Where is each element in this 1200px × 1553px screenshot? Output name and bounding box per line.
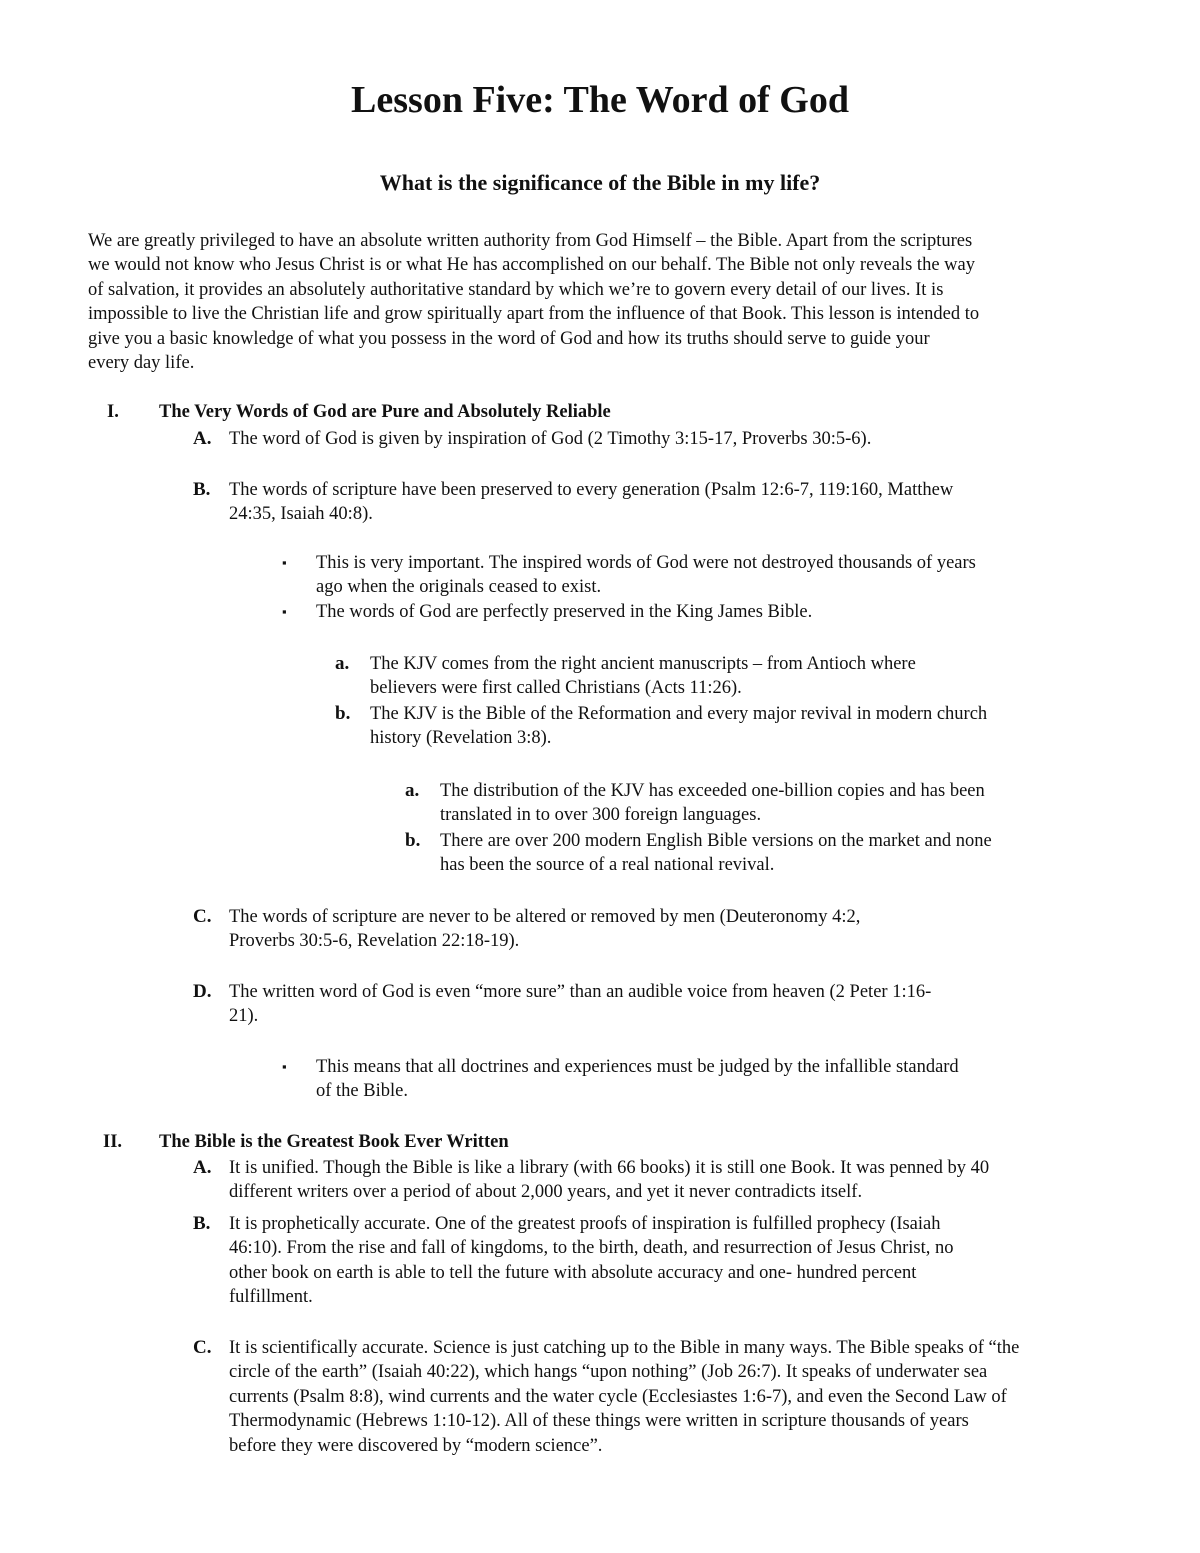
list-item-line: fulfillment. (229, 1287, 313, 1308)
square-bullet-icon: ▪ (282, 555, 287, 570)
square-bullet-icon: ▪ (282, 1059, 287, 1074)
list-item-line: The words of scripture have been preserved to every generation (Psalm 12:6-7, 119:160, Matthew (229, 480, 954, 500)
sub-list-item-line: believers were first called Christians (Acts 11:26). (370, 678, 742, 699)
list-item-line: 46:10). From the rise and fall of kingdoms, to the birth, death, and resurrection of Jesus Christ, no (229, 1238, 954, 1259)
sub-sub-list-item-line: The distribution of the KJV has exceeded one-billion copies and has been (440, 781, 985, 801)
page-subtitle: What is the significance of the Bible in my life? (379, 170, 821, 195)
sub-sub-list-item-line: translated in to over 300 foreign languages. (440, 805, 762, 826)
sub-list-item-line: The KJV comes from the right ancient manuscripts – from Antioch where (370, 654, 916, 674)
list-marker: B. (193, 1213, 211, 1234)
list-item-line: different writers over a period of about 2,000 years, and yet it never contradicts itself. (229, 1182, 863, 1203)
section-heading: The Very Words of God are Pure and Absolutely Reliable (159, 402, 611, 422)
list-marker: a. (335, 653, 350, 674)
list-marker: a. (405, 780, 420, 801)
list-item-line: The word of God is given by inspiration of God (2 Timothy 3:15-17, Proverbs 30:5-6). (229, 429, 872, 449)
bullet-item-line: This means that all doctrines and experiences must be judged by the infallible standard (316, 1057, 959, 1077)
list-item (229, 427, 871, 451)
sub-list-item-line: history (Revelation 3:8). (370, 728, 552, 749)
sub-sub-list-item (440, 779, 985, 828)
section-number: II. (103, 1132, 123, 1152)
list-item-line: 24:35, Isaiah 40:8). (229, 504, 373, 525)
list-item-line: currents (Psalm 8:8), wind currents and the water cycle (Ecclesiastes 1:6-7), and even the Second Law of (229, 1386, 1007, 1407)
list-marker: C. (193, 906, 212, 927)
list-item-line: other book on earth is able to tell the future with absolute accuracy and one- hundred percent (229, 1262, 917, 1283)
list-item-line: Proverbs 30:5-6, Revelation 22:18-19). (229, 931, 520, 952)
sub-sub-list-item-line: There are over 200 modern English Bible versions on the market and none (440, 831, 992, 851)
list-marker: A. (193, 1157, 212, 1178)
list-item (229, 478, 953, 527)
intro-line: We are greatly privileged to have an absolute written authority from God Himself – the Bible. Apart from the scriptures (88, 231, 973, 251)
square-bullet-icon: ▪ (282, 604, 287, 619)
bullet-item (316, 1055, 959, 1104)
sub-list-item (370, 652, 916, 701)
list-marker: b. (405, 830, 421, 851)
list-marker: C. (193, 1337, 212, 1358)
list-item-line: 21). (229, 1006, 259, 1027)
bullet-item (316, 600, 812, 624)
sub-list-item (370, 702, 987, 751)
sub-list-item-line: The KJV is the Bible of the Reformation and every major revival in modern church (370, 704, 988, 724)
list-item (229, 1156, 989, 1205)
list-item-line: It is unified. Though the Bible is like a library (with 66 books) it is still one Book. It was penned by 40 (229, 1158, 990, 1178)
sub-sub-list-item (440, 829, 992, 878)
list-marker: B. (193, 479, 211, 500)
intro-line: we would not know who Jesus Christ is or what He has accomplished on our behalf. The Bible not only reveals the way (88, 255, 975, 276)
intro-line: of salvation, it provides an absolutely authoritative standard by which we’re to govern every detail of our lives. It is (88, 279, 944, 300)
sub-sub-list-item-line: has been the source of a real national revival. (440, 855, 775, 876)
list-item-line: Thermodynamic (Hebrews 1:10-12). All of these things were written in scripture thousands of years (229, 1411, 969, 1432)
bullet-item-line: This is very important. The inspired words of God were not destroyed thousands of years (316, 553, 976, 573)
list-item-line: before they were discovered by “modern science”. (229, 1435, 603, 1456)
list-item (229, 1336, 1019, 1458)
bullet-item-line: of the Bible. (316, 1081, 408, 1102)
list-item-line: It is prophetically accurate. One of the greatest proofs of inspiration is fulfilled prophecy (Isaiah (229, 1214, 941, 1234)
list-marker: D. (193, 981, 212, 1002)
bullet-item-line: ago when the originals ceased to exist. (316, 577, 602, 598)
page-title: Lesson Five: The Word of God (351, 79, 849, 121)
bullet-item-line: The words of God are perfectly preserved in the King James Bible. (316, 602, 813, 622)
list-item-line: circle of the earth” (Isaiah 40:22), which hangs “upon nothing” (Job 26:7). It speaks of underwater sea (229, 1362, 988, 1383)
list-item (229, 980, 931, 1029)
list-item (229, 905, 860, 954)
list-item-line: The written word of God is even “more sure” than an audible voice from heaven (2 Peter 1:16- (229, 982, 932, 1002)
list-item-line: The words of scripture are never to be altered or removed by men (Deuteronomy 4:2, (229, 907, 861, 927)
list-marker: A. (193, 428, 212, 449)
list-item-line: It is scientifically accurate. Science is just catching up to the Bible in many ways. The Bible speaks of “the (229, 1338, 1020, 1358)
intro-paragraph (88, 229, 979, 375)
intro-line: give you a basic knowledge of what you possess in the word of God and how its truths should serve to guide your (88, 328, 930, 349)
section-number: I. (107, 402, 119, 422)
list-marker: b. (335, 703, 351, 724)
section-heading: The Bible is the Greatest Book Ever Written (159, 1132, 509, 1152)
intro-line: impossible to live the Christian life and grow spiritually apart from the influence of that Book. This lesson is intended to (88, 304, 980, 325)
list-item (229, 1212, 953, 1310)
intro-line: every day life. (88, 353, 195, 374)
bullet-item (316, 551, 976, 600)
